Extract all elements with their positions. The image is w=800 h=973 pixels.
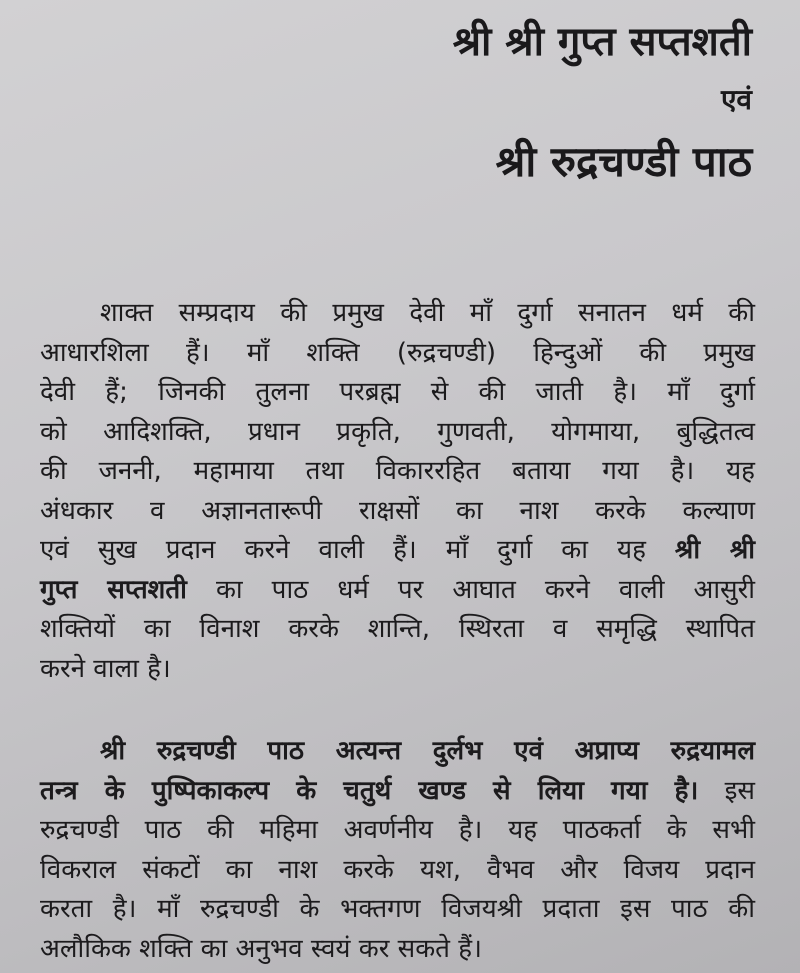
paragraph2-line <box>40 931 755 967</box>
bold-text: श्री रुद्रचण्डी पाठ अत्यन्त दुर्लभ एवं अप्राप्य रुद्रयामल <box>100 736 755 766</box>
paragraph2-line <box>40 852 755 888</box>
paragraph1-line <box>40 374 755 410</box>
title-line-1: श्री श्री गुप्त सप्तशती <box>452 19 752 65</box>
paragraph1-line <box>40 335 755 371</box>
paragraph2-line <box>100 733 755 769</box>
paragraph1-line <box>40 453 755 489</box>
text-run: को आदिशक्ति, प्रधान प्रकृति, गुणवती, योगमाया, बुद्धितत्व <box>40 416 755 447</box>
paragraph2-line <box>40 891 755 927</box>
bold-text: गुप्त सप्तशती <box>40 574 187 605</box>
text-run: करने वाला है। <box>40 653 171 684</box>
text-run: आधारशिला हैं। माँ शक्ति (रुद्रचण्डी) हिन्दुओं की प्रमुख <box>40 337 755 368</box>
paragraph2-line <box>40 812 755 848</box>
paragraph1-line <box>40 611 755 647</box>
title-line-3: श्री रुद्रचण्डी पाठ <box>495 137 752 186</box>
paragraph1-line <box>40 493 755 529</box>
text-run: करता है। माँ रुद्रचण्डी के भक्तगण विजयश्री प्रदाता इस पाठ की <box>40 894 755 924</box>
bold-text: तन्त्र के पुष्पिकाकल्प के चतुर्थ खण्ड से लिया गया है। <box>40 775 699 806</box>
paragraph1-line <box>100 295 755 331</box>
paragraph1-line <box>40 414 755 450</box>
text-run: देवी हैं; जिनकी तुलना परब्रह्म से की जाती है। माँ दुर्गा <box>40 377 755 407</box>
text-run: एवं सुख प्रदान करने वाली हैं। माँ दुर्गा का यह <box>40 535 675 565</box>
text-run: विकराल संकटों का नाश करके यश, वैभव और विजय प्रदान <box>40 854 755 885</box>
text-run: अलौकिक शक्ति का अनुभव स्वयं कर सकते हैं। <box>40 933 482 964</box>
paragraph1-line <box>40 532 755 568</box>
text-run: शक्तियों का विनाश करके शान्ति, स्थिरता व समृद्धि स्थापित <box>40 614 755 644</box>
title-conjunction: एवं <box>720 83 752 116</box>
bold-text: श्री श्री <box>674 535 755 565</box>
paragraph1-line <box>40 651 755 687</box>
paragraph2-line <box>40 773 755 809</box>
text-run: रुद्रचण्डी पाठ की महिमा अवर्णनीय है। यह पाठकर्ता के सभी <box>40 815 755 845</box>
text-run: अंधकार व अज्ञानतारूपी राक्षसों का नाश करके कल्याण <box>40 495 755 526</box>
text-run: का पाठ धर्म पर आघात करने वाली आसुरी <box>186 574 755 605</box>
text-run: की जननी, महामाया तथा विकाररहित बताया गया है। यह <box>40 456 755 486</box>
text-run: शाक्त सम्प्रदाय की प्रमुख देवी माँ दुर्गा सनातन धर्म की <box>100 298 755 328</box>
text-run: इस <box>698 775 755 806</box>
paragraph1-line <box>40 572 755 608</box>
